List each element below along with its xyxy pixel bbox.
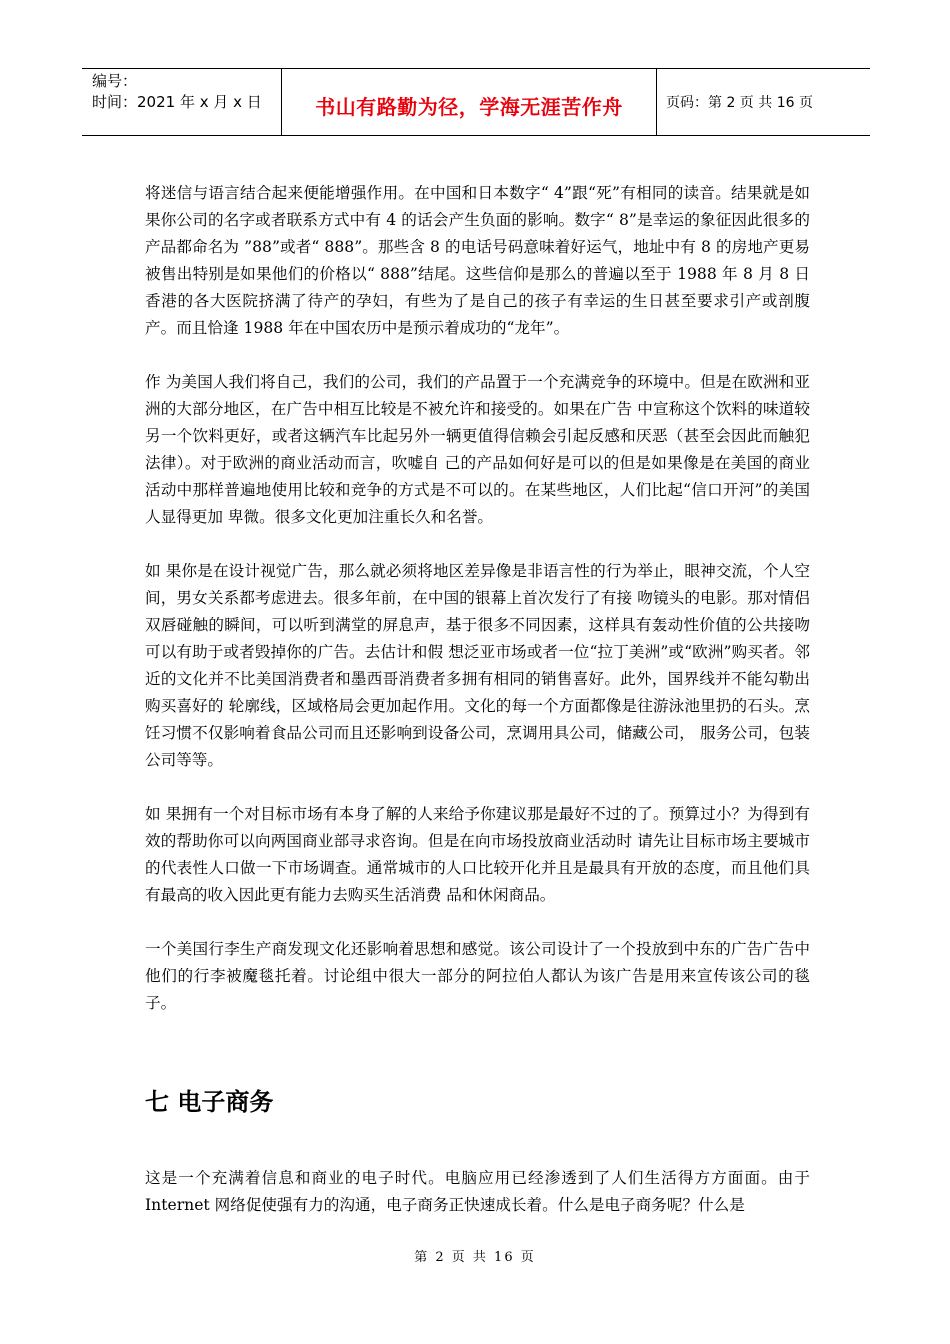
document-number-label: 编号： [92, 72, 138, 90]
paragraph-luggage-example: 一个美国行李生产商发现文化还影响着思想和感觉。该公司设计了一个投放到中东的广告广告中他们的行李被魔毯托着。讨论组中很大一部分的阿拉伯人都认为该广告是用来宣传该公司的毯子。 [145, 940, 810, 1012]
section-heading: 七 电子商务 [145, 1088, 274, 1116]
page-footer: 第 2 页 共 16 页 [414, 1250, 536, 1265]
paragraph-visual-ads: 如 果你是在设计视觉广告，那么就必须将地区差异像是非语言性的行为举止，眼神交流，个人空间，男女关系都考虑进去。很多年前，在中国的银幕上首次发行了有接 吻镜头的电影。那对情侣双唇碰触的瞬间，可以听到满堂的屏息声，基于很多不同因素，这样具有轰动性价值的公共接吻可以有助于或者毁掉你的广告。去估计和假 想泛亚市场或者一位“拉丁美洲”或“欧洲”购买者。邻近的文化并不比美国消费者和墨西哥消费者多拥有相同的销售喜好。此外，国界线并不能勾勒出购买喜好的 轮廓线，区域格局会更加起作用。文化的每一个方面都像是往游泳池里扔的石头。烹饪习惯不仅影响着食品公司而且还影响到设备公司，烹调用具公司，储藏公司， 服务公司，包装公司等等。 [145, 562, 810, 769]
page-header [82, 68, 870, 136]
header-motto-cell [282, 69, 657, 135]
section-intro-paragraph: 这是一个充满着信息和商业的电子时代。电脑应用已经渗透到了人们生活得方方面面。由于 Internet 网络促使强有力的沟通，电子商务正快速成长着。什么是电子商务呢？什么是 [145, 1169, 810, 1214]
paragraph-local-advice: 如 果拥有一个对目标市场有本身了解的人来给予你建议那是最好不过的了。预算过小？为得到有效的帮助你可以向两国商业部寻求咨询。但是在向市场投放商业活动时 请先让目标市场主要城市的代表性人口做一下市场调查。通常城市的人口比较开化并且是最具有开放的态度，而且他们具有最高的收入因此更有能力去购买生活消费 品和休闲商品。 [145, 805, 810, 904]
header-meta [82, 69, 282, 135]
header-motto: 书山有路勤为径，学海无涯苦作舟 [315, 94, 623, 119]
paragraph-competition: 作 为美国人我们将自己，我们的公司，我们的产品置于一个充满竞争的环境中。但是在欧洲和亚洲的大部分地区，在广告中相互比较是不被允许和接受的。如果在广告 中宣称这个饮料的味道较另一个饮料更好，或者这辆汽车比起另外一辆更值得信赖会引起反感和厌恶（甚至会因此而触犯法律）。对于欧洲的商业活动而言，吹嘘自 己的产品如何好是可以的但是如果像是在美国的商业活动中那样普遍地使用比较和竞争的方式是不可以的。在某些地区，人们比起“信口开河”的美国人显得更加 卑微。很多文化更加注重长久和名誉。 [145, 373, 810, 526]
body-content [145, 180, 810, 1044]
paragraph-superstition: 将迷信与语言结合起来便能增强作用。在中国和日本数字“ 4”跟“死”有相同的读音。结果就是如果你公司的名字或者联系方式中有 4 的话会产生负面的影响。数字“ 8”是幸运的象征因此很多的产品都命名为 ”88”或者“ 888”。那些含 8 的电话号码意味着好运气，地址中有 8 的房地产更易被售出特别是如果他们的价格以“ 888”结尾。这些信仰是那么的普遍以至于 1988 年 8 月 8 日香港的各大医院挤满了待产的孕妇，有些为了是自己的孩子有幸运的生日甚至要求引产或剖腹产。而且恰逢 1988 年在中国农历中是预示着成功的“龙年”。 [145, 184, 810, 337]
header-page-info: 页码：第 2 页 共 16 页 [666, 95, 813, 111]
document-date: 时间：2021 年 x 月 x 日 [92, 93, 262, 111]
